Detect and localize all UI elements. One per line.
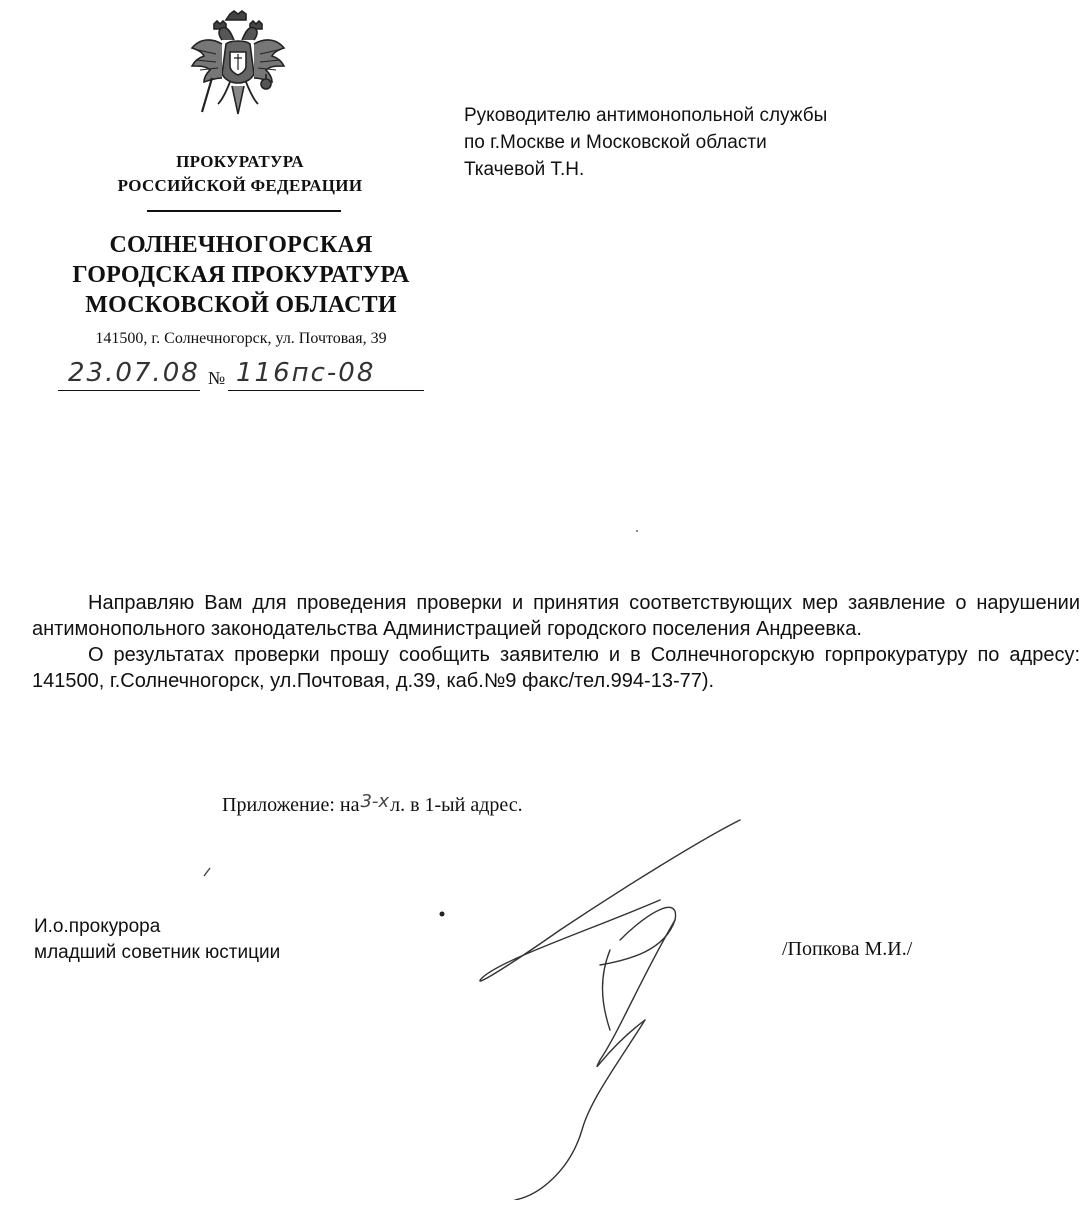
body-paragraph-2: О результатах проверки прошу сообщить заявителю и в Солнечногорскую горпрокуратуру по адресу: 141500, г.Солнечногорск, ул.Почтовая, д.39, каб.№9 факс/тел.994-13-77). — [32, 644, 1080, 692]
addressee-line-2: по г.Москве и Московской области — [464, 132, 767, 153]
body-paragraph-1: Направляю Вам для проведения проверки и принятия соответствующих мер заявление о нарушении антимонопольного законодательства Администрацией городского поселения Андреевка. — [32, 592, 1080, 640]
federal-line-1: ПРОКУРАТУРА — [176, 152, 304, 171]
addressee-block — [464, 102, 1024, 183]
addressee-line-3: Ткачевой Т.Н. — [464, 159, 585, 180]
organization-address: 141500, г. Солнечногорск, ул. Почтовая, 39 — [95, 330, 387, 347]
date-underline — [58, 390, 200, 391]
federal-line-2: РОССИЙСКОЙ ФЕДЕРАЦИИ — [117, 176, 363, 195]
signatory-name: /Попкова М.И./ — [782, 938, 913, 960]
attachment-prefix: Приложение: на — [222, 794, 360, 816]
outgoing-number: 116пс-08 — [236, 358, 376, 388]
double-headed-eagle-icon — [186, 10, 290, 122]
local-line-2: ГОРОДСКАЯ ПРОКУРАТУРА — [72, 262, 410, 288]
outgoing-registration — [58, 360, 428, 394]
letter-body — [32, 590, 1080, 694]
attachment-suffix: л. в 1-ый адрес. — [390, 794, 523, 816]
signatory-role — [34, 914, 280, 966]
federal-organization-name — [90, 150, 390, 198]
role-line-2: младший советник юстиции — [34, 942, 281, 963]
number-sign: № — [208, 368, 226, 388]
role-line-1: И.о.прокурора — [34, 916, 161, 937]
local-line-1: СОЛНЕЧНОГОРСКАЯ — [109, 232, 373, 258]
local-line-3: МОСКОВСКОЙ ОБЛАСТИ — [85, 292, 397, 318]
outgoing-date: 23.07.08 — [68, 358, 200, 388]
handwritten-signature — [470, 800, 770, 1200]
local-organization-name — [46, 230, 436, 320]
attachment-pages: 3-х — [360, 791, 390, 812]
addressee-line-1: Руководителю антимонопольной службы — [464, 105, 828, 126]
letterhead-divider — [147, 210, 341, 212]
number-underline — [228, 390, 424, 391]
